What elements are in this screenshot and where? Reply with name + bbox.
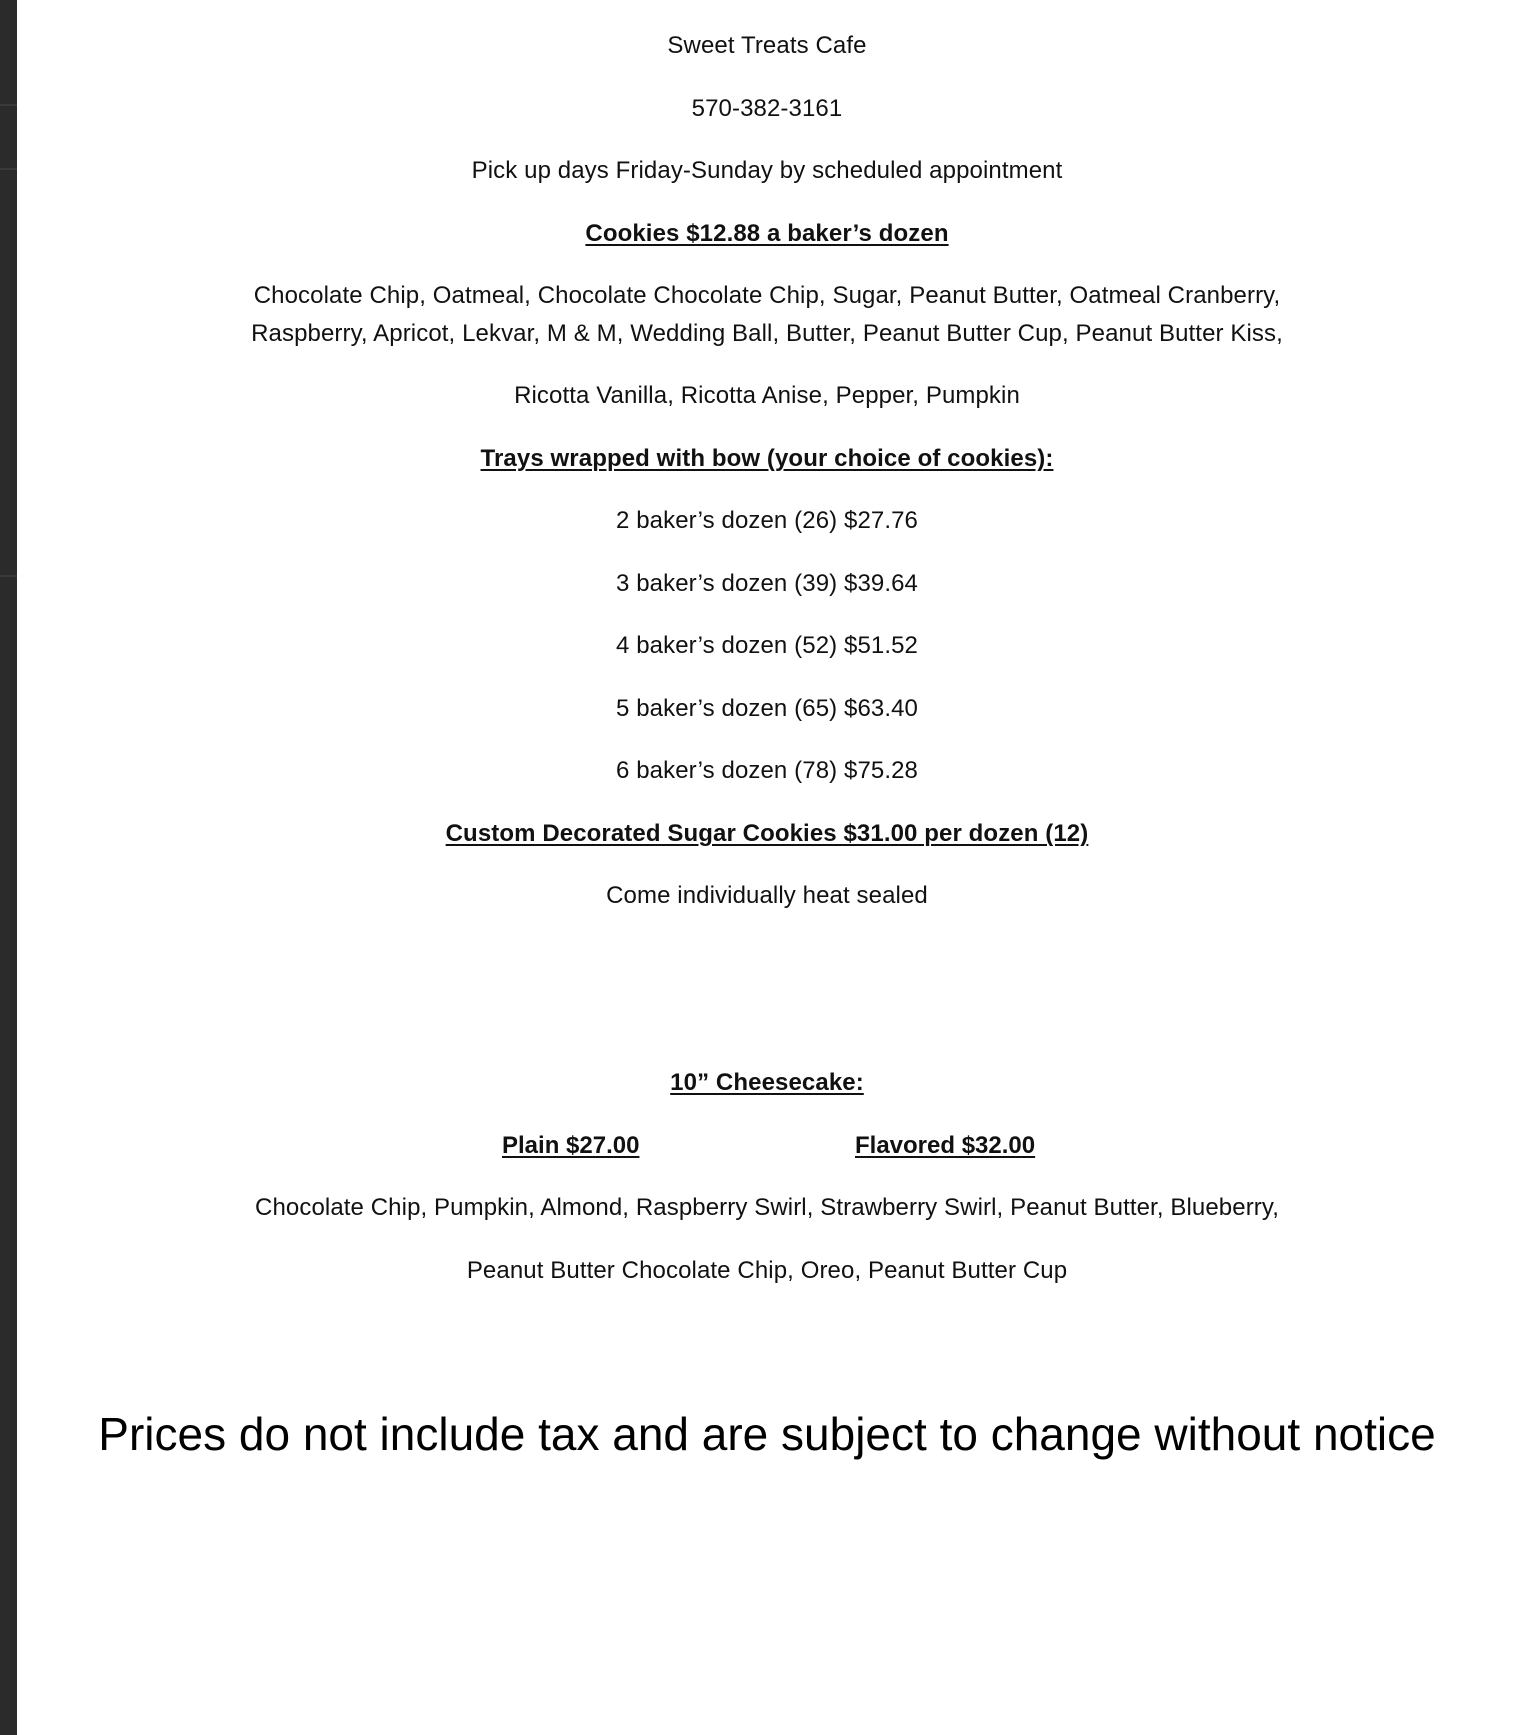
cheesecake-flavors-line-2: Peanut Butter Chocolate Chip, Oreo, Peanut Butter Cup	[466, 1257, 1068, 1284]
pickup-info: Pick up days Friday-Sunday by scheduled appointment	[471, 157, 1063, 184]
cheesecake-plain-price: Plain $27.00	[502, 1132, 640, 1159]
cookie-flavors-line-1: Chocolate Chip, Oatmeal, Chocolate Chocolate Chip, Sugar, Peanut Butter, Oatmeal Cranberry,	[253, 282, 1281, 309]
tray-option: 3 baker’s dozen (39) $39.64	[615, 570, 919, 597]
tray-option: 6 baker’s dozen (78) $75.28	[615, 757, 919, 784]
edge-tick	[0, 104, 17, 106]
custom-cookies-note: Come individually heat sealed	[606, 882, 928, 909]
cookie-flavors-line-3: Ricotta Vanilla, Ricotta Anise, Pepper, Pumpkin	[514, 382, 1020, 409]
cookie-flavors-line-2: Raspberry, Apricot, Lekvar, M & M, Wedding Ball, Butter, Peanut Butter Cup, Peanut Butter Kiss,	[251, 320, 1283, 347]
cheesecake-flavored-price: Flavored $32.00	[855, 1132, 1036, 1159]
business-phone: 570-382-3161	[691, 95, 843, 122]
edge-tick	[0, 168, 17, 170]
cookies-heading: Cookies $12.88 a baker’s dozen	[585, 220, 949, 247]
cheesecake-flavors-line-1: Chocolate Chip, Pumpkin, Almond, Raspberry Swirl, Strawberry Swirl, Peanut Butter, Blueberry,	[255, 1194, 1279, 1221]
cheesecake-heading: 10” Cheesecake:	[670, 1069, 864, 1096]
viewer-left-edge	[0, 0, 17, 1735]
tray-option: 5 baker’s dozen (65) $63.40	[615, 695, 919, 722]
price-notice: Prices do not include tax and are subject to change without notice	[98, 1408, 1436, 1460]
edge-tick	[0, 575, 17, 577]
menu-page	[17, 0, 1517, 1735]
business-name: Sweet Treats Cafe	[667, 32, 867, 59]
custom-cookies-heading: Custom Decorated Sugar Cookies $31.00 per dozen (12)	[445, 820, 1089, 847]
tray-option: 4 baker’s dozen (52) $51.52	[615, 632, 919, 659]
tray-option: 2 baker’s dozen (26) $27.76	[615, 507, 919, 534]
trays-heading: Trays wrapped with bow (your choice of cookies):	[480, 445, 1054, 472]
